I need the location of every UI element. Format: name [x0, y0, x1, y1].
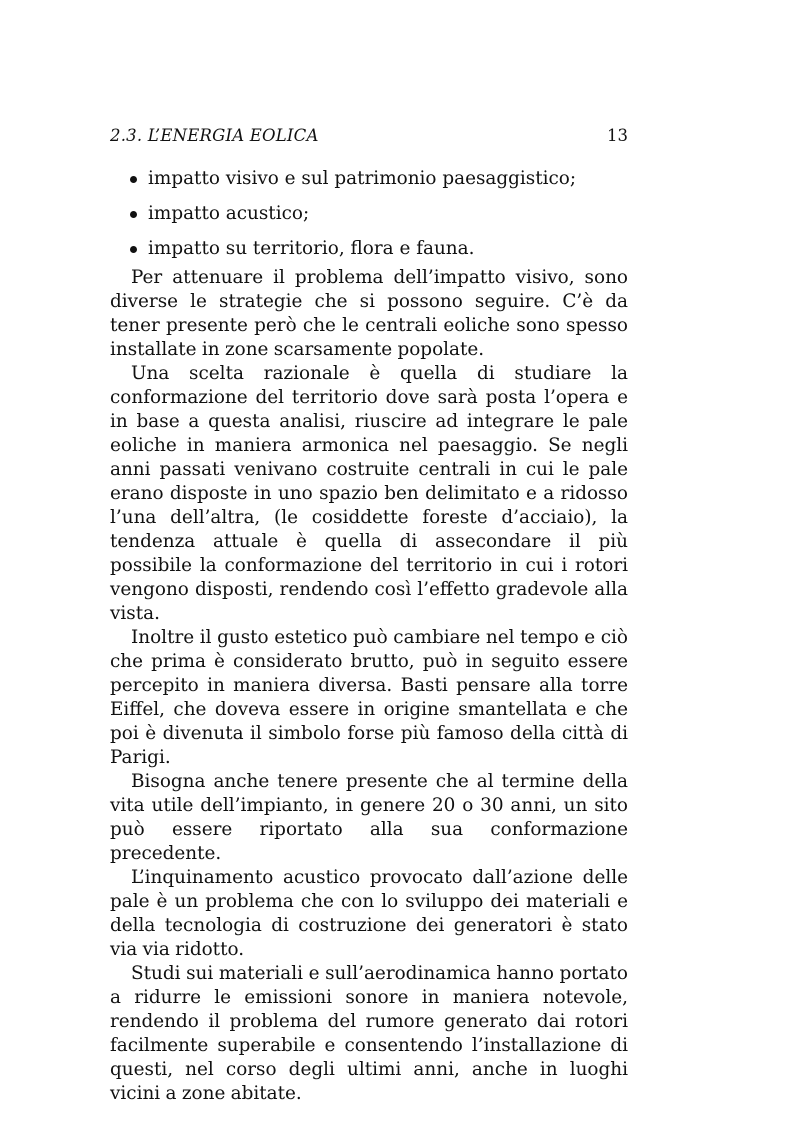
paragraph: Studi sui materiali e sull’aerodinamica hanno portato a ridurre le emissioni sonore in maniera notevole, rendendo il problema del rumore generato dai rotori facilmente superabile e consentendo l’installazione di questi, nel corso degli ultimi anni, anche in luoghi vicini a zone abitate.: [110, 963, 628, 1104]
bullet-list: [110, 166, 628, 262]
paragraph: L’inquinamento acustico provocato dall’azione delle pale è un problema che con lo sviluppo dei materiali e della tecnologia di costruzione dei generatori è stato via via ridotto.: [110, 867, 628, 960]
paragraph: Una scelta razionale è quella di studiare la conformazione del territorio dove sarà posta l’opera e in base a questa analisi, riuscire ad integrare le pale eoliche in maniera armonica nel paesaggio. Se negli anni passati venivano costruite centrali in cui le pale erano disposte in uno spazio ben delimitato e a ridosso l’una dell’altra, (le cosiddette foreste d’acciaio), la tendenza attuale è quella di assecondare il più possibile la conformazione del territorio in cui i rotori vengono disposti, rendendo così l’effetto gradevole alla vista.: [110, 363, 628, 624]
bullet-icon: [130, 176, 137, 183]
paragraph: Per attenuare il problema dell’impatto visivo, sono diverse le strategie che si possono seguire. C’è da tener presente però che le centrali eoliche sono spesso installate in zone scarsamente popolate.: [110, 267, 628, 360]
section-title: 2.3. L’ENERGIA EOLICA: [110, 126, 319, 145]
body-text: [110, 266, 628, 1106]
list-item-text: impatto su territorio, flora e fauna.: [148, 238, 475, 259]
list-item: [110, 201, 628, 227]
list-item-text: impatto acustico;: [148, 203, 310, 224]
document-page: [110, 126, 628, 1106]
list-item: [110, 236, 628, 262]
bullet-icon: [130, 246, 137, 253]
running-header: [110, 126, 628, 152]
bullet-icon: [130, 211, 137, 218]
paragraph: Inoltre il gusto estetico può cambiare nel tempo e ciò che prima è considerato brutto, può in seguito essere percepito in maniera diversa. Basti pensare alla torre Eiffel, che doveva essere in origine smantellata e che poi è divenuta il simbolo forse più famoso della città di Parigi.: [110, 627, 628, 768]
paragraph: Bisogna anche tenere presente che al termine della vita utile dell’impianto, in genere 20 o 30 anni, un sito può essere riportato alla sua conformazione precedente.: [110, 771, 628, 864]
list-item: [110, 166, 628, 192]
page-number: 13: [607, 126, 628, 145]
list-item-text: impatto visivo e sul patrimonio paesaggistico;: [148, 168, 577, 189]
